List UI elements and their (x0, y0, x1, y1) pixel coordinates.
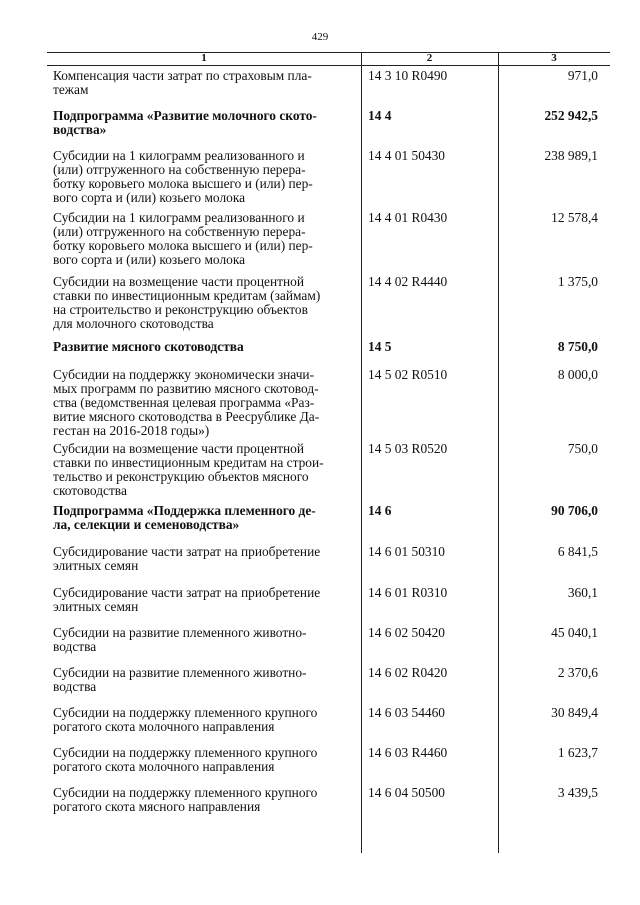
row-name (53, 368, 353, 438)
row-name-line: Субсидии на развитие племенного животно- (53, 625, 307, 640)
row-name (53, 340, 353, 354)
row-code: 14 6 03 R4460 (368, 745, 448, 760)
row-name-line: водства (53, 679, 97, 694)
row-name (53, 504, 353, 532)
row-name (53, 746, 353, 774)
row-value: 1 375,0 (557, 274, 598, 289)
row-name-line: ставки по инвестиционным кредитам (займам) (53, 288, 321, 303)
budget-table (47, 52, 610, 853)
row-name-line: рогатого скота молочного направления (53, 719, 275, 734)
row-name-line: тельство и реконструкцию объектов мясного (53, 469, 309, 484)
row-value: 90 706,0 (551, 503, 598, 518)
row-code: 14 4 (368, 108, 392, 123)
row-name-line: Субсидии на возмещение части процентной (53, 274, 305, 289)
row-value: 6 841,5 (557, 544, 598, 559)
row-name (53, 211, 353, 267)
row-name-line: ла, селекции и семеноводства» (53, 517, 240, 532)
row-code: 14 3 10 R0490 (368, 68, 448, 83)
column-divider (498, 53, 499, 853)
row-code: 14 6 04 50500 (368, 785, 445, 800)
row-name-line: вого сорта и (или) козьего молока (53, 252, 246, 267)
row-name-line: витие мясного скотоводства в Реесрублике Да- (53, 409, 320, 424)
row-name-line: вого сорта и (или) козьего молока (53, 190, 246, 205)
row-name-line: рогатого скота молочного направления (53, 759, 275, 774)
row-name-line: Субсидии на поддержку племенного крупного (53, 745, 318, 760)
row-name-line: водства (53, 639, 97, 654)
row-name-line: ства (ведомственная целевая программа «Раз- (53, 395, 315, 410)
row-value: 1 623,7 (557, 745, 598, 760)
row-code: 14 4 01 R0430 (368, 210, 448, 225)
row-name-line: (или) отгруженного на собственную перера- (53, 224, 306, 239)
row-code: 14 4 02 R4440 (368, 274, 448, 289)
row-name-line: на строительство и реконструкцию объектов (53, 302, 308, 317)
row-value: 971,0 (567, 68, 598, 83)
row-name-line: Субсидирование части затрат на приобретение (53, 544, 321, 559)
row-value: 252 942,5 (544, 108, 598, 123)
row-code: 14 6 02 50420 (368, 625, 445, 640)
row-name-line: Развитие мясного скотоводства (53, 339, 244, 354)
row-name-line: Субсидии на возмещение части процентной (53, 441, 305, 456)
row-name-line: Субсидии на поддержку племенного крупного (53, 785, 318, 800)
row-name-line: ставки по инвестиционным кредитам на строи- (53, 455, 324, 470)
page-number: 429 (311, 31, 329, 43)
row-name-line: Субсидии на развитие племенного животно- (53, 665, 307, 680)
row-name-line: (или) отгруженного на собственную перера- (53, 162, 306, 177)
row-code: 14 5 03 R0520 (368, 441, 448, 456)
row-name (53, 666, 353, 694)
row-name-line: ботку коровьего молока высшего и (или) пер- (53, 176, 313, 191)
row-code: 14 6 01 R0310 (368, 585, 448, 600)
header-col-3: 3 (551, 52, 557, 64)
row-value: 8 000,0 (557, 367, 598, 382)
row-name (53, 275, 353, 331)
row-name (53, 586, 353, 614)
row-name-line: рогатого скота мясного направления (53, 799, 261, 814)
row-name (53, 545, 353, 573)
row-code: 14 4 01 50430 (368, 148, 445, 163)
row-name (53, 442, 353, 498)
row-name (53, 626, 353, 654)
row-name (53, 109, 353, 137)
row-name-line: Субсидии на поддержку племенного крупного (53, 705, 318, 720)
row-name (53, 69, 353, 97)
table-header (47, 53, 610, 66)
row-name-line: для молочного скотоводства (53, 316, 214, 331)
row-name (53, 706, 353, 734)
column-divider (361, 53, 362, 853)
row-name-line: Компенсация части затрат по страховым пла- (53, 68, 312, 83)
header-col-2: 2 (426, 52, 433, 64)
row-code: 14 6 02 R0420 (368, 665, 448, 680)
row-name-line: гестан на 2016-2018 годы») (53, 423, 210, 438)
row-name-line: Субсидии на 1 килограмм реализованного и (53, 210, 305, 225)
row-name-line: ботку коровьего молока высшего и (или) пер- (53, 238, 313, 253)
row-code: 14 6 01 50310 (368, 544, 445, 559)
row-value: 45 040,1 (551, 625, 598, 640)
row-name-line: элитных семян (53, 558, 139, 573)
row-name-line: элитных семян (53, 599, 139, 614)
row-value: 360,1 (567, 585, 598, 600)
row-name-line: Подпрограмма «Поддержка племенного де- (53, 503, 316, 518)
row-name-line: водства» (53, 122, 107, 137)
row-name-line: Субсидии на 1 килограмм реализованного и (53, 148, 305, 163)
row-value: 30 849,4 (551, 705, 598, 720)
row-name-line: Подпрограмма «Развитие молочного ското- (53, 108, 317, 123)
row-value: 3 439,5 (557, 785, 598, 800)
row-value: 2 370,6 (557, 665, 598, 680)
row-name (53, 149, 353, 205)
row-value: 750,0 (567, 441, 598, 456)
row-name-line: Субсидирование части затрат на приобретение (53, 585, 321, 600)
row-name (53, 786, 353, 814)
header-col-1: 1 (201, 52, 207, 64)
row-name-line: Субсидии на поддержку экономически значи- (53, 367, 315, 382)
row-value: 12 578,4 (551, 210, 598, 225)
row-code: 14 6 03 54460 (368, 705, 445, 720)
row-value: 8 750,0 (557, 339, 598, 354)
row-code: 14 6 (368, 503, 392, 518)
row-code: 14 5 (368, 339, 392, 354)
row-name-line: мых программ по развитию мясного скотовод- (53, 381, 319, 396)
row-name-line: тежам (53, 82, 89, 97)
row-code: 14 5 02 R0510 (368, 367, 448, 382)
row-value: 238 989,1 (544, 148, 598, 163)
row-name-line: скотоводства (53, 483, 127, 498)
